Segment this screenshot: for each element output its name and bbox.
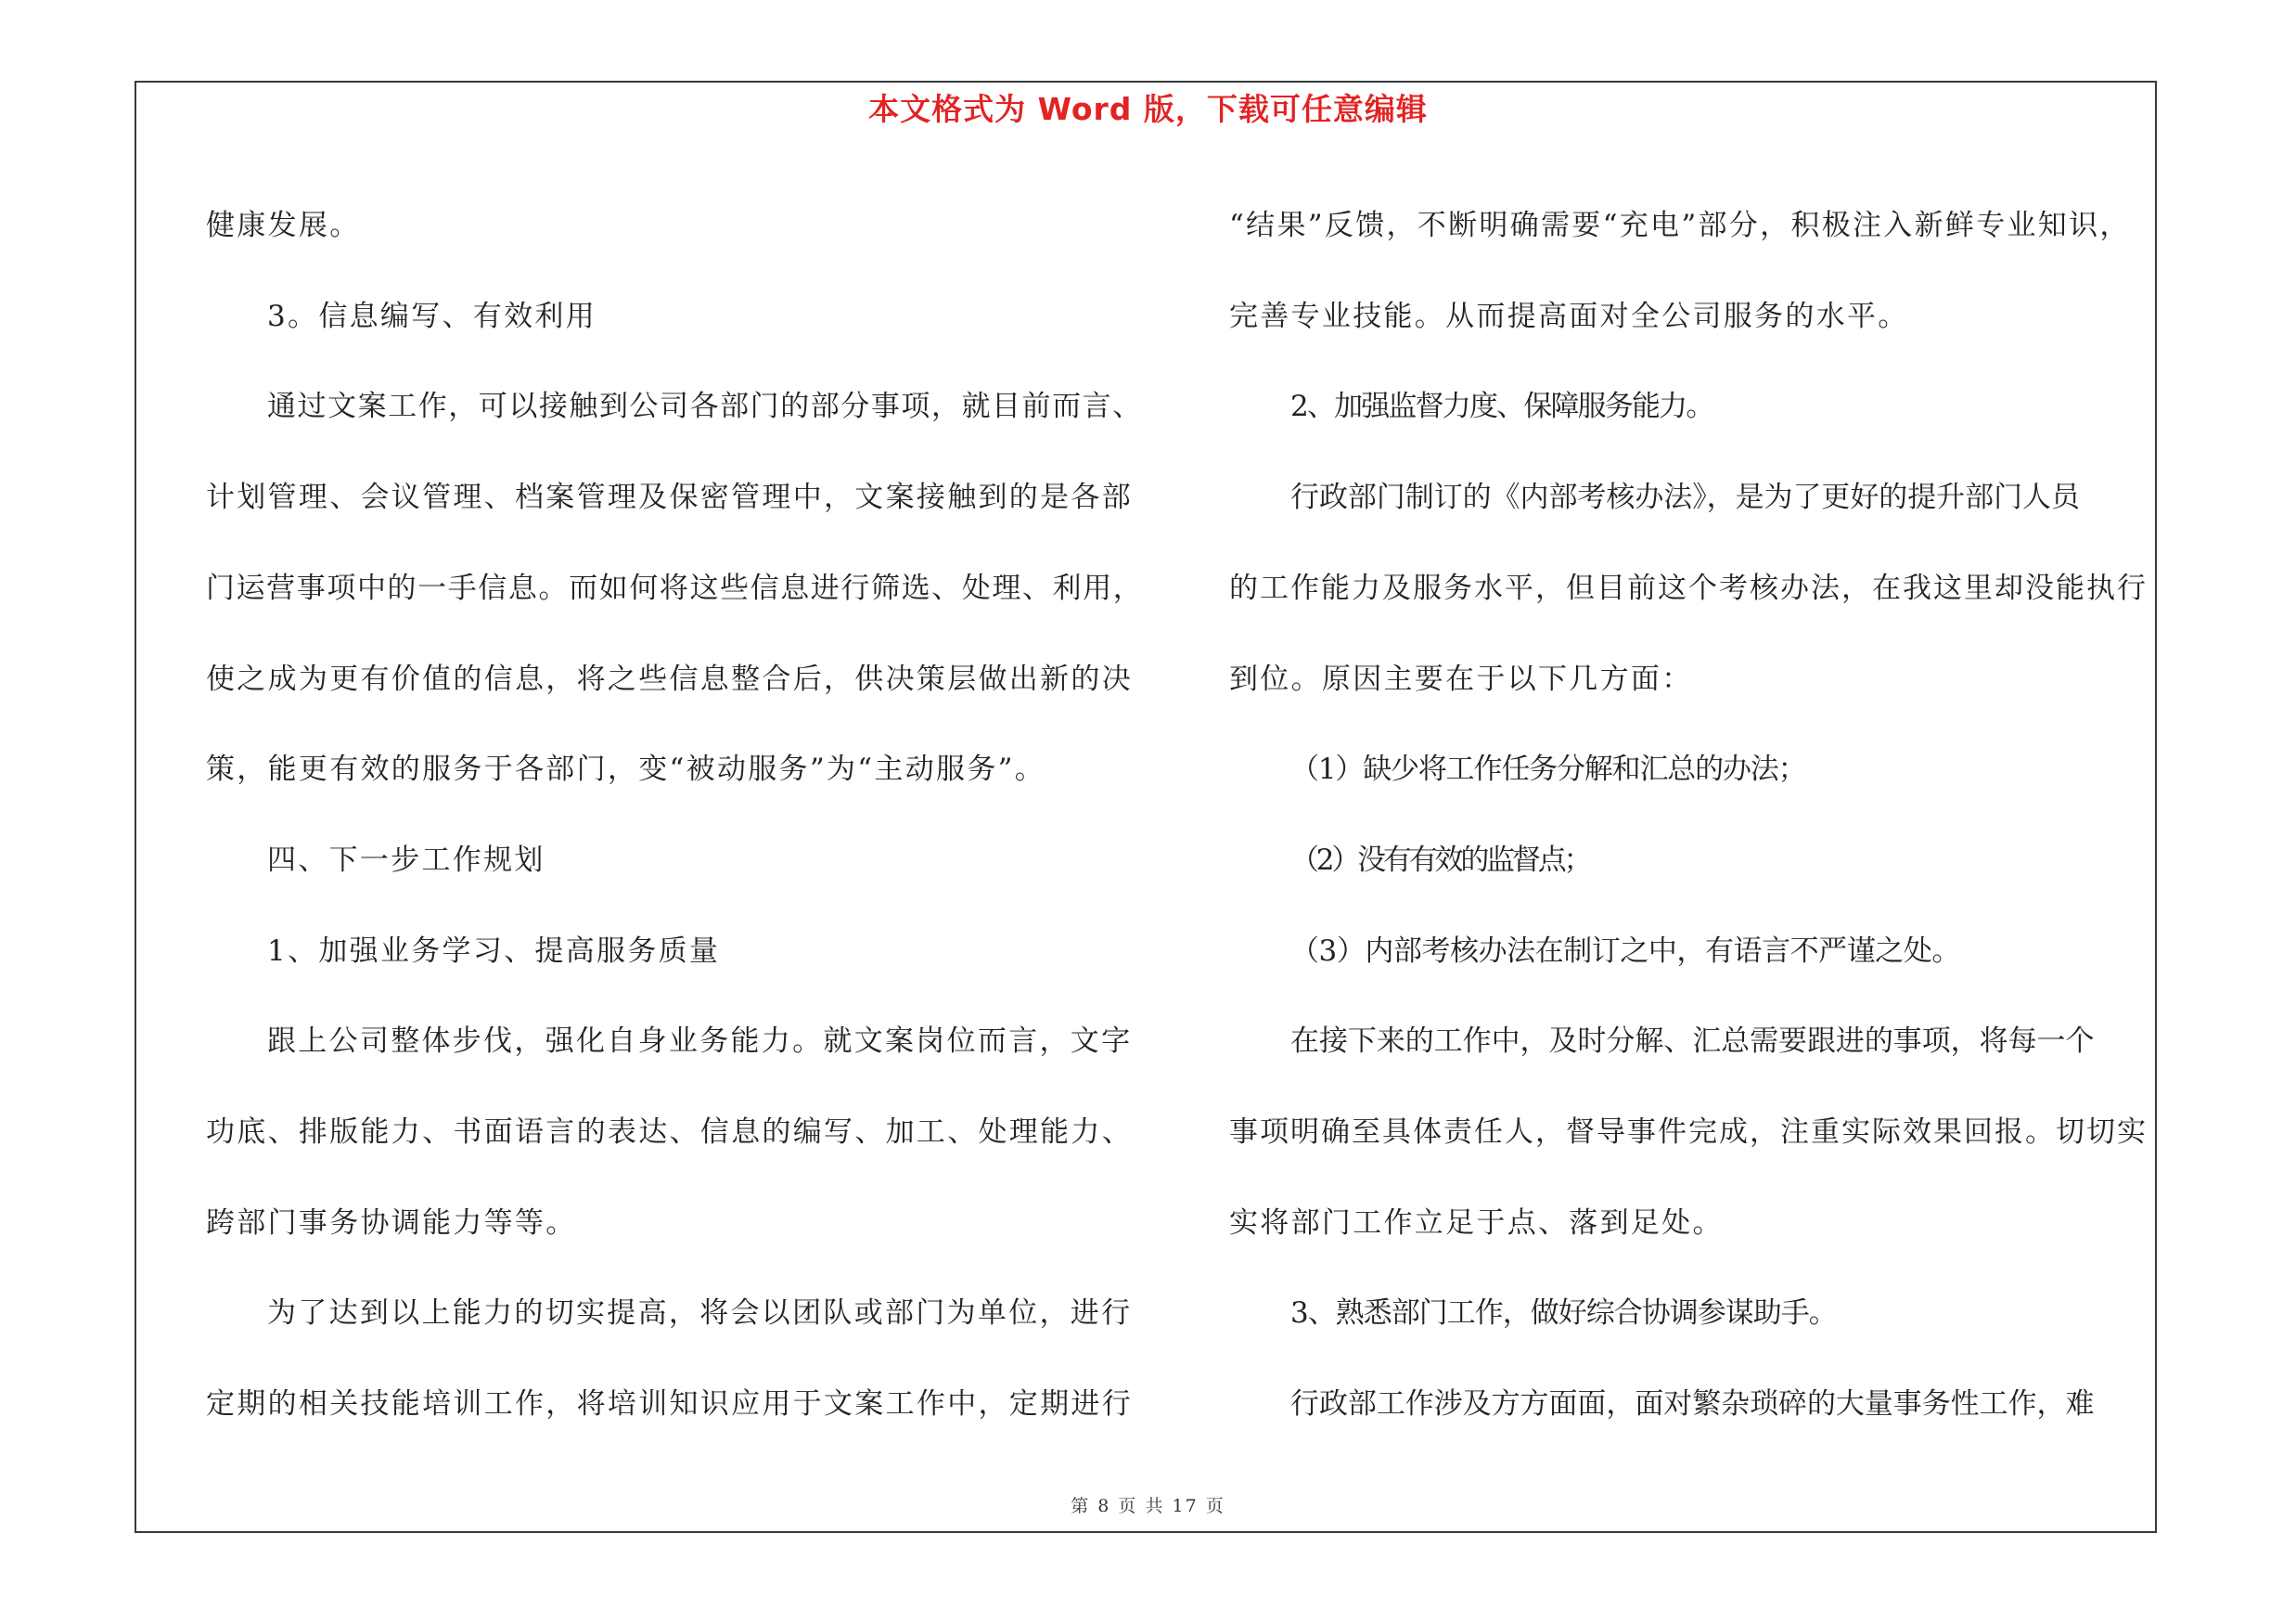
page-number-footer: 第 8 页 共 17 页 [1071,1496,1225,1516]
left-text-line: 使之成为更有价值的信息，将之些信息整合后，供决策层做出新的决 [206,662,1133,696]
left-text-line: 策，能更有效的服务于各部门，变“被动服务”为“主动服务”。 [206,753,1046,787]
right-text-line: 实将部门工作立足于点、落到足处。 [1229,1205,1724,1240]
right-text-line: 行政部门制订的《内部考核办法》，是为了更好的提升部门人员 [1290,481,2080,515]
left-text-line: 门运营事项中的一手信息。而如何将这些信息进行筛选、处理、利用， [206,571,1144,605]
left-text-line: 通过文案工作，可以接触到公司各部门的部分事项，就目前而言、 [267,390,1143,424]
right-text-line: 到位。原因主要在于以下几方面： [1229,662,1693,696]
left-text-line: 跟上公司整体步伐，强化自身业务能力。就文案岗位而言，文字 [267,1024,1133,1059]
left-text-line: 1、加强业务学习、提高服务质量 [267,934,721,968]
left-text-line: 为了达到以上能力的切实提高，将会以团队或部门为单位，进行 [267,1296,1133,1331]
word-format-banner: 本文格式为 Word 版，下载可任意编辑 [868,91,1428,127]
left-text-line: 功底、排版能力、书面语言的表达、信息的编写、加工、处理能力、 [206,1115,1133,1150]
left-text-line: 跨部门事务协调能力等等。 [206,1205,577,1240]
left-text-line: 3。信息编写、有效利用 [267,299,597,333]
right-text-line: （1）缺少将工作任务分解和汇总的办法； [1290,753,1806,787]
left-text-line: 计划管理、会议管理、档案管理及保密管理中，文案接触到的是各部 [206,481,1133,515]
right-text-line: “结果”反馈，不断明确需要“充电”部分，积极注入新鲜专业知识， [1229,209,2131,242]
left-text-line: 健康发展。 [206,209,361,242]
left-text-line: 定期的相关技能培训工作，将培训知识应用于文案工作中，定期进行 [206,1387,1133,1422]
left-text-column [206,181,1144,1450]
right-text-line: （2）没有有效的监督点； [1290,843,1590,877]
right-text-line: 在接下来的工作中，及时分解、汇总需要跟进的事项，将每一个 [1290,1024,2095,1059]
left-text-line: 四、下一步工作规划 [267,843,545,877]
right-text-line: 的工作能力及服务水平，但目前这个考核办法，在我这里却没能执行 [1229,571,2148,605]
right-text-column [1229,181,2157,1450]
right-text-line: （3）内部考核办法在制订之中，有语言不严谨之处。 [1290,934,1960,968]
right-text-line: 2、加强监督力度、保障服务能力。 [1290,390,1713,424]
right-text-line: 行政部工作涉及方方面面，面对繁杂琐碎的大量事务性工作，难 [1290,1387,2095,1422]
right-text-line: 3、熟悉部门工作，做好综合协调参谋助手。 [1290,1296,1837,1331]
right-text-line: 事项明确至具体责任人，督导事件完成，注重实际效果回报。切切实 [1229,1115,2148,1150]
right-text-line: 完善专业技能。从而提高面对全公司服务的水平。 [1229,299,1909,333]
